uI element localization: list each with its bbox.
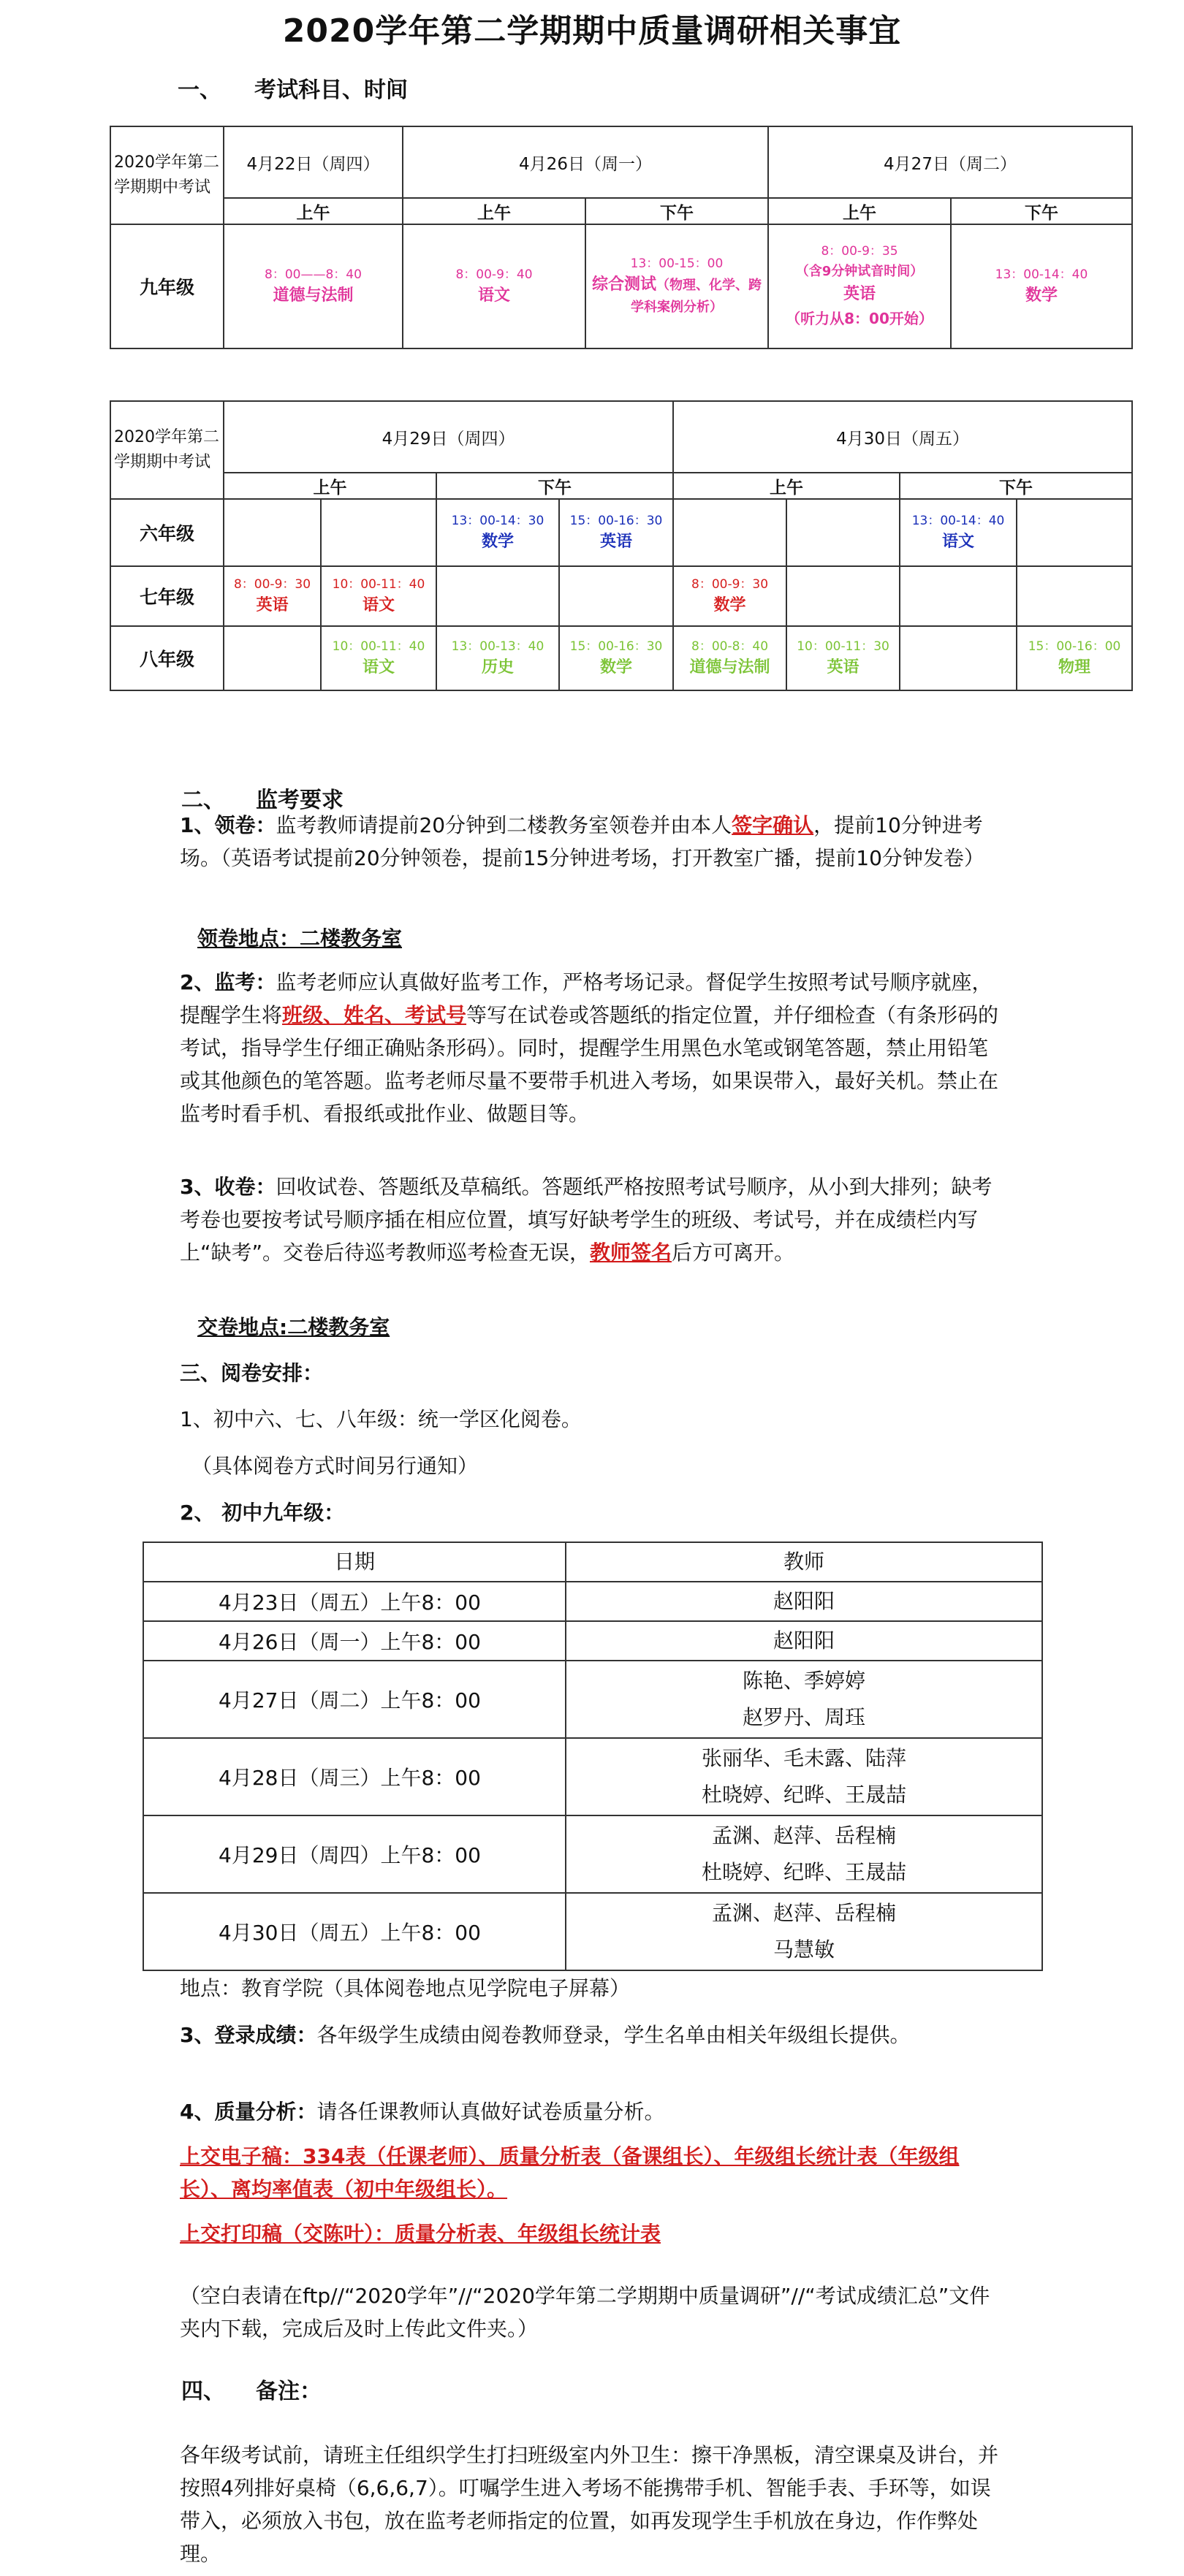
exam-time: 13：00-14：40 (995, 267, 1088, 282)
exam-cell (768, 224, 951, 348)
schedule-teachers (566, 1738, 1042, 1815)
exam-time: 15：00-16：00 (1028, 639, 1121, 654)
table1-header: 2020学年第二学期期中考试 (110, 126, 224, 224)
exam-time: 8：00-9：30 (233, 577, 311, 592)
section-3-note: （具体阅卷方式时间另行通知） (191, 1454, 479, 1478)
exam-subject: 综合测试 (591, 275, 656, 294)
exam-time: 10：00-11：30 (797, 639, 889, 654)
exam-cell (321, 566, 436, 626)
column-header: 日期 (143, 1542, 566, 1582)
section-1-title: 考试科目、时间 (254, 77, 408, 103)
exam-subject: 数学 (481, 533, 514, 551)
page-title: 2020学年第二学期期中质量调研相关事宜 (282, 12, 902, 50)
exam-cell (559, 626, 673, 690)
section-3-para-4 (180, 2095, 665, 2128)
exam-subject: 物理 (1058, 658, 1091, 677)
para-text: 后方可离开。 (672, 1241, 795, 1265)
section-2-para-3 (180, 1170, 1006, 1269)
period-label: 上午 (673, 473, 900, 499)
grade6-8-exam-table (110, 400, 1133, 691)
para-label: 3、登录成绩： (180, 2023, 317, 2047)
schedule-teachers (566, 1893, 1042, 1970)
section-4-body: 各年级考试前，请班主任组织学生打扫班级室内外卫生：擦干净黑板，清空课桌及讲台，并按照4列排好桌椅（6,6,6,7）。叮嘱学生进入考场不能携带手机、智能手表、手环等，如误带入，必须放入书包，放在监考老师指定的位置，如再发现学生手机放在身边，作作弊处理。 (180, 2443, 999, 2566)
exam-time: 8：00-9：40 (455, 267, 533, 282)
period-label: 下午 (951, 198, 1132, 224)
exam-cell (321, 626, 436, 690)
schedule-date: 4月29日（周四）上午8：00 (143, 1815, 566, 1893)
para-label: 3、收卷： (180, 1175, 276, 1199)
grade-label: 七年级 (110, 566, 224, 626)
print-submission: 上交打印稿（交陈叶）：质量分析表、年级组长统计表 (180, 2222, 661, 2246)
schedule-date: 4月23日（周五）上午8：00 (143, 1582, 566, 1621)
period-label: 上午 (224, 473, 436, 499)
teacher-names: 孟渊、赵萍、岳程楠 (711, 1901, 896, 1925)
teacher-names: 孟渊、赵萍、岳程楠 (711, 1824, 896, 1848)
table-row (143, 1738, 1042, 1815)
exam-subject: 英语 (600, 533, 633, 551)
exam-subject: 数学 (1025, 286, 1058, 305)
teacher-names: 赵阳阳 (773, 1628, 835, 1653)
table1-date: 4月26日（周一） (403, 126, 768, 198)
table-row (143, 1582, 1042, 1621)
exam-time: 8：00-9：35 (821, 244, 898, 259)
schedule-teachers (566, 1661, 1042, 1738)
exam-note: （含9分钟试音时间） (795, 264, 924, 279)
section-3-title: 三、阅卷安排： (180, 1361, 324, 1385)
exam-cell (673, 626, 786, 690)
exam-cell (436, 566, 559, 626)
exam-cell (673, 566, 786, 626)
para-text: 请各任课教师认真做好试卷质量分析。 (316, 2100, 665, 2124)
exam-cell (673, 499, 786, 566)
exam-cell (900, 566, 1017, 626)
submit-location: 交卷地点:二楼教务室 (197, 1315, 390, 1339)
table2-header: 2020学年第二学期期中考试 (110, 401, 224, 499)
exam-cell (436, 626, 559, 690)
para-text: 各年级学生成绩由阅卷教师登录，学生名单由相关年级组长提供。 (316, 2023, 911, 2047)
section-2-para-1 (180, 809, 1006, 874)
exam-subject: 道德与法制 (273, 286, 354, 305)
exam-subject: 语文 (362, 658, 395, 677)
table-row (143, 1621, 1042, 1661)
table-row (143, 1815, 1042, 1893)
section-2-title: 监考要求 (256, 788, 344, 813)
table-row (143, 1893, 1042, 1970)
teacher-names: 马慧敏 (773, 1937, 835, 1962)
period-label: 下午 (585, 198, 768, 224)
para-label: 1、领卷： (180, 813, 276, 837)
grade9-exam-table (110, 126, 1133, 349)
grade-label: 九年级 (110, 224, 224, 348)
exam-cell (321, 499, 436, 566)
exam-cell (1017, 626, 1132, 690)
para-text: 回收试卷、答题纸及草稿纸。答题纸严格按照考试号顺序，从小到大排列；缺考考卷也要按考试号顺序插在相应位置，填写好缺考学生的班级、考试号，并在成绩栏内写上“缺考”。交卷后待巡考教师巡考检查无误， (180, 1175, 993, 1265)
column-header: 教师 (566, 1542, 1042, 1582)
para-label: 2、监考： (180, 970, 276, 994)
table2-date: 4月30日（周五） (673, 401, 1132, 473)
exam-cell (224, 499, 321, 566)
exam-subject: 英语 (256, 596, 289, 614)
exam-cell (1017, 566, 1132, 626)
table-row (143, 1661, 1042, 1738)
exam-time: 13：00-14：40 (911, 514, 1005, 528)
section-2-number: 二、 (181, 788, 225, 813)
exam-subject: 语文 (362, 596, 395, 614)
grade-label: 八年级 (110, 626, 224, 690)
period-label: 下午 (436, 473, 673, 499)
exam-time: 8：00-9：30 (691, 577, 769, 592)
teacher-names: 陈艳、季婷婷 (742, 1669, 865, 1693)
exam-cell (1017, 499, 1132, 566)
schedule-teachers (566, 1621, 1042, 1661)
exam-cell (900, 499, 1017, 566)
exam-cell (559, 499, 673, 566)
teacher-names: 杜晓婷、纪晔、王晟喆 (701, 1783, 906, 1807)
period-label: 上午 (768, 198, 951, 224)
period-label: 下午 (900, 473, 1132, 499)
schedule-date: 4月27日（周二）上午8：00 (143, 1661, 566, 1738)
para-text: ，提前10分钟进考场。（英语考试提前20分钟领卷，提前15分钟进考场，打开教室广播，提前10分钟发卷） (180, 813, 984, 870)
exam-subject: 英语 (827, 658, 859, 677)
highlight-text: 签字确认 (732, 813, 814, 837)
schedule-date: 4月28日（周三）上午8：00 (143, 1738, 566, 1815)
exam-time: 13：00-14：30 (451, 514, 544, 528)
para-text: 等写在试卷或答题纸的指定位置，并仔细检查（有条形码的考试，指导学生仔细正确贴条形码）。同时，提醒学生用黑色水笔或钢笔答题，禁止用铅笔或其他颜色的笔答题。监考老师尽量不要带手机进入考场，如果误带入，最好关机。禁止在监考时看手机、看报纸或批作业、做题目等。 (180, 1003, 999, 1126)
exam-subject: 语文 (942, 533, 975, 551)
exam-cell (786, 499, 900, 566)
section-2-para-2 (180, 966, 1006, 1130)
section-4-number: 四、 (181, 2379, 225, 2404)
para-label: 4、质量分析： (180, 2100, 317, 2124)
exam-cell (786, 626, 900, 690)
exam-cell (786, 566, 900, 626)
exam-note: （物理、化学、跨学科案例分析） (631, 278, 762, 315)
period-label: 上午 (224, 198, 403, 224)
grading-schedule-table (143, 1542, 1043, 1971)
exam-subject: 英语 (843, 285, 876, 303)
section-4-title: 备注： (256, 2379, 322, 2404)
grading-location: 地点：教育学院（具体阅卷地点见学院电子屏幕） (180, 1976, 631, 2000)
electronic-submission: 上交电子稿：334表（任课老师）、质量分析表（备课组长）、年级组长统计表（年级组长）、离均率值表（初中年级组长）。 (180, 2144, 960, 2201)
exam-time: 13：00-15：00 (630, 256, 724, 271)
table1-date: 4月27日（周二） (768, 126, 1132, 198)
grade-label: 六年级 (110, 499, 224, 566)
para-text: 监考老师应认真做好监考工作，严格考场记录。督促学生按照考试号顺序就座，提醒学生将 (180, 970, 993, 1027)
exam-cell (559, 566, 673, 626)
teacher-names: 杜晓婷、纪晔、王晟喆 (701, 1860, 906, 1884)
exam-time: 10：00-11：40 (332, 639, 425, 654)
ftp-note: （空白表请在ftp//“2020学年”//“2020学年第二学期期中质量调研”//“考试成绩汇总”文件夹内下载，完成后及时上传此文件夹。） (180, 2284, 990, 2341)
period-label: 上午 (403, 198, 585, 224)
exam-cell (403, 224, 585, 348)
exam-subject: 语文 (477, 286, 510, 305)
exam-time: 10：00-11：40 (332, 577, 425, 592)
section-3-line-2: 2、 初中九年级： (180, 1501, 345, 1525)
schedule-teachers (566, 1582, 1042, 1621)
teacher-names: 赵罗丹、周珏 (742, 1705, 865, 1729)
exam-subject: 数学 (600, 658, 633, 677)
table1-date: 4月22日（周四） (224, 126, 403, 198)
teacher-names: 赵阳阳 (773, 1589, 835, 1613)
pickup-location: 领卷地点：二楼教务室 (197, 926, 403, 950)
exam-cell (224, 224, 403, 348)
exam-time: 8：00-8：40 (691, 639, 769, 654)
exam-cell (951, 224, 1132, 348)
highlight-text: 班级、姓名、考试号 (282, 1003, 467, 1027)
exam-time: 15：00-16：30 (569, 514, 663, 528)
exam-note: （听力从8：00开始） (786, 310, 933, 327)
exam-cell (224, 566, 321, 626)
para-text: 监考教师请提前20分钟到二楼教务室领卷并由本人 (276, 813, 732, 837)
schedule-teachers (566, 1815, 1042, 1893)
exam-time: 13：00-13：40 (451, 639, 544, 654)
exam-cell (900, 626, 1017, 690)
section-1-number: 一、 (178, 77, 221, 103)
exam-subject: 历史 (481, 658, 514, 677)
schedule-date: 4月30日（周五）上午8：00 (143, 1893, 566, 1970)
schedule-date: 4月26日（周一）上午8：00 (143, 1621, 566, 1661)
exam-subject: 数学 (713, 596, 746, 614)
section-3-line-1: 1、初中六、七、八年级：统一学区化阅卷。 (180, 1407, 582, 1431)
exam-cell (436, 499, 559, 566)
exam-cell (224, 626, 321, 690)
highlight-text: 教师签名 (590, 1241, 672, 1265)
exam-cell (585, 224, 768, 348)
exam-subject: 道德与法制 (689, 658, 770, 677)
section-3-para-3 (180, 2019, 998, 2051)
exam-time: 8：00——8：40 (265, 267, 362, 282)
table2-date: 4月29日（周四） (224, 401, 673, 473)
exam-time: 15：00-16：30 (569, 639, 663, 654)
teacher-names: 张丽华、毛未露、陆萍 (701, 1746, 906, 1770)
